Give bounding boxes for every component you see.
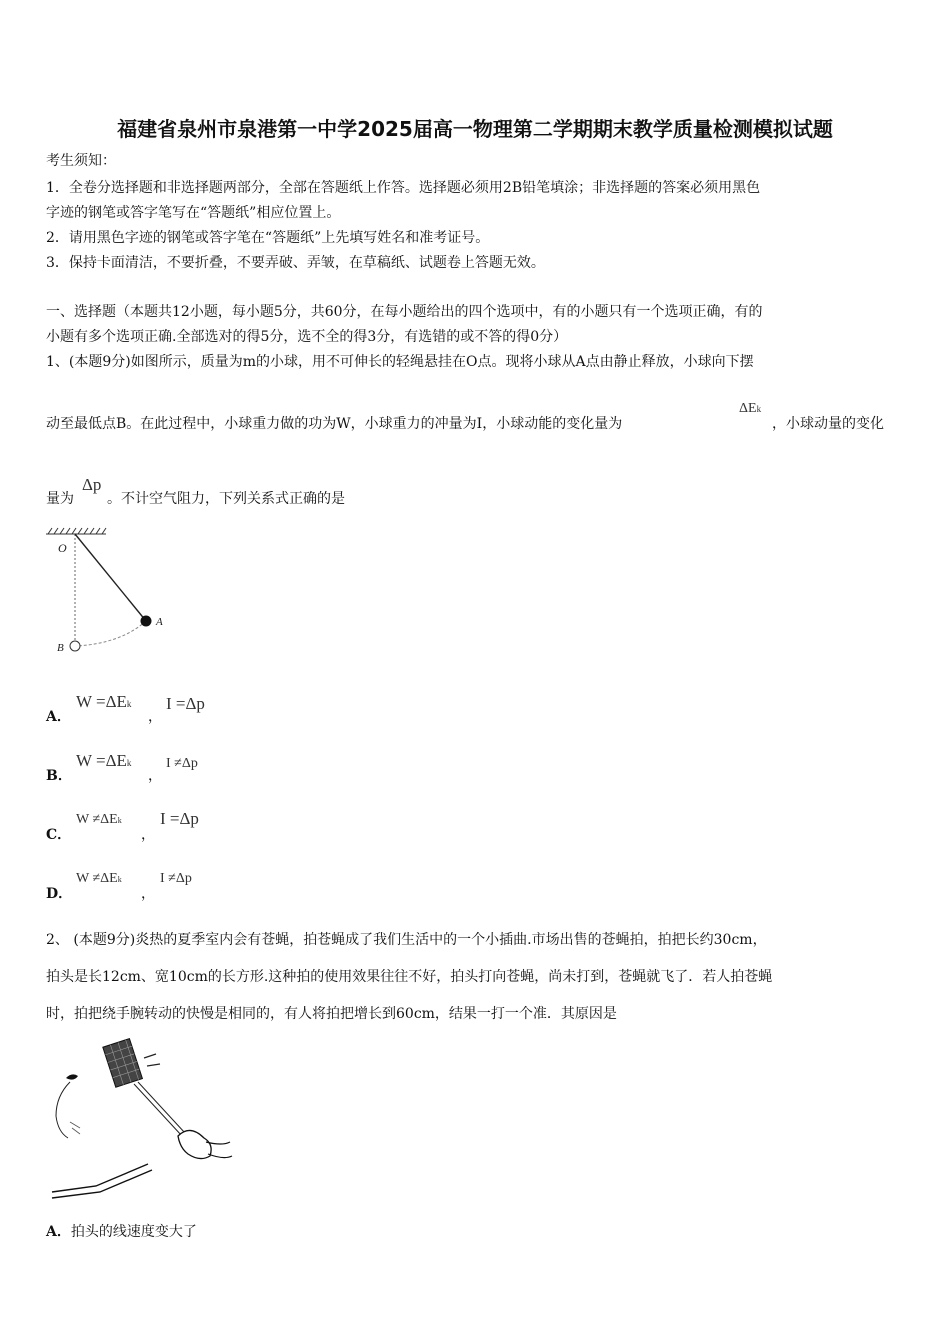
- option-b-w: W =ΔEk: [76, 751, 132, 770]
- pendulum-figure: [40, 524, 180, 660]
- hand: [178, 1130, 211, 1158]
- option-c-label[interactable]: C．: [46, 827, 72, 843]
- option-d-label[interactable]: D．: [46, 886, 73, 902]
- option-a-i: I =Δp: [166, 694, 205, 713]
- swatter-head: [103, 1039, 143, 1088]
- section-instructions-line1: 一、选择题（本题共12小题，每小题5分，共60分，在每小题给出的四个选项中，有的小题只有一个选项正确，有的: [46, 304, 763, 320]
- q1-line2-text: 动至最低点B。在此过程中，小球重力做的功为W，小球重力的冲量为I，小球动能的变化量为: [46, 416, 623, 432]
- fly-icon: [66, 1074, 78, 1079]
- q2-option-a[interactable]: A．拍头的线速度变大了: [46, 1224, 197, 1240]
- ball-a: [141, 616, 152, 627]
- swatter-handle-a: [134, 1084, 182, 1136]
- swatter-handle-b: [138, 1082, 185, 1133]
- swing-arc: [75, 621, 146, 646]
- option-a-comma: ，: [148, 709, 162, 725]
- notice-heading: 考生须知：: [46, 153, 116, 169]
- notice-item-1: 1．全卷分选择题和非选择题两部分，全部在答题纸上作答。选择题必须用2B铅笔填涂；非选择题的答案必须用黑色: [46, 180, 761, 196]
- q2-line2: 拍头是长12cm、宽10cm的长方形.这种拍的使用效果往往不好，拍头打向苍蝇，尚未打到，苍蝇就飞了．若人拍苍蝇: [46, 969, 773, 985]
- ceiling-hatch: [46, 528, 106, 534]
- q1-line3-start: 量为: [46, 491, 74, 507]
- label-a: A: [156, 616, 163, 628]
- option-d-w: W ≠ΔEk: [76, 871, 122, 886]
- option-b-i: I ≠Δp: [166, 756, 198, 771]
- fly-path: [56, 1082, 70, 1138]
- q2-line1: 2、 (本题9分)炎热的夏季室内会有苍蝇，拍苍蝇成了我们生活中的一个小插曲.市场出售的苍蝇拍，拍把长约30cm，: [46, 932, 767, 948]
- option-c-w: W ≠ΔEk: [76, 812, 122, 827]
- q1-line1: 1、(本题9分)如图所示，质量为m的小球，用不可伸长的轻绳悬挂在O点。现将小球从A点由静止释放，小球向下摆: [46, 354, 754, 370]
- page-title: 福建省泉州市泉港第一中学2025届高一物理第二学期期末教学质量检测模拟试题: [117, 117, 833, 141]
- q1-line3-end: 。不计空气阻力，下列关系式正确的是: [107, 491, 345, 507]
- delta-ek-symbol: ΔEk: [739, 401, 762, 416]
- q1-line2-end: ，小球动量的变化: [772, 416, 884, 432]
- option-c-i: I =Δp: [160, 809, 199, 828]
- label-o: O: [58, 541, 67, 555]
- notice-item-2: 2．请用黑色字迹的钢笔或答字笔在“答题纸”上先填写姓名和准考证号。: [46, 230, 490, 246]
- fly-swatter-figure: [44, 1036, 234, 1202]
- pendulum-string: [75, 534, 146, 621]
- option-b-label[interactable]: B．: [46, 768, 72, 784]
- option-d-i: I ≠Δp: [160, 871, 192, 886]
- q2-option-a-text: 拍头的线速度变大了: [70, 1224, 197, 1240]
- option-a-w: W =ΔEk: [76, 692, 132, 711]
- option-c-comma: ，: [141, 827, 155, 843]
- label-b: B: [57, 642, 64, 654]
- delta-p-symbol: Δp: [82, 475, 102, 494]
- q2-line3: 时，拍把绕手腕转动的快慢是相同的，有人将拍把增长到60cm，结果一打一个准．其原因是: [46, 1006, 617, 1022]
- section-instructions-line2: 小题有多个选项正确.全部选对的得5分，选不全的得3分，有选错的或不答的得0分）: [46, 329, 568, 345]
- option-a-label[interactable]: A．: [46, 709, 71, 725]
- option-d-comma: ，: [141, 886, 155, 902]
- fly-trail: [70, 1122, 80, 1134]
- option-b-comma: ，: [148, 768, 162, 784]
- motion-lines: [144, 1054, 160, 1066]
- notice-item-3: 3．保持卡面清洁，不要折叠，不要弄破、弄皱，在草稿纸、试题卷上答题无效。: [46, 255, 545, 271]
- notice-item-1-cont: 字迹的钢笔或答字笔写在“答题纸”相应位置上。: [46, 205, 341, 221]
- ball-b: [70, 641, 80, 651]
